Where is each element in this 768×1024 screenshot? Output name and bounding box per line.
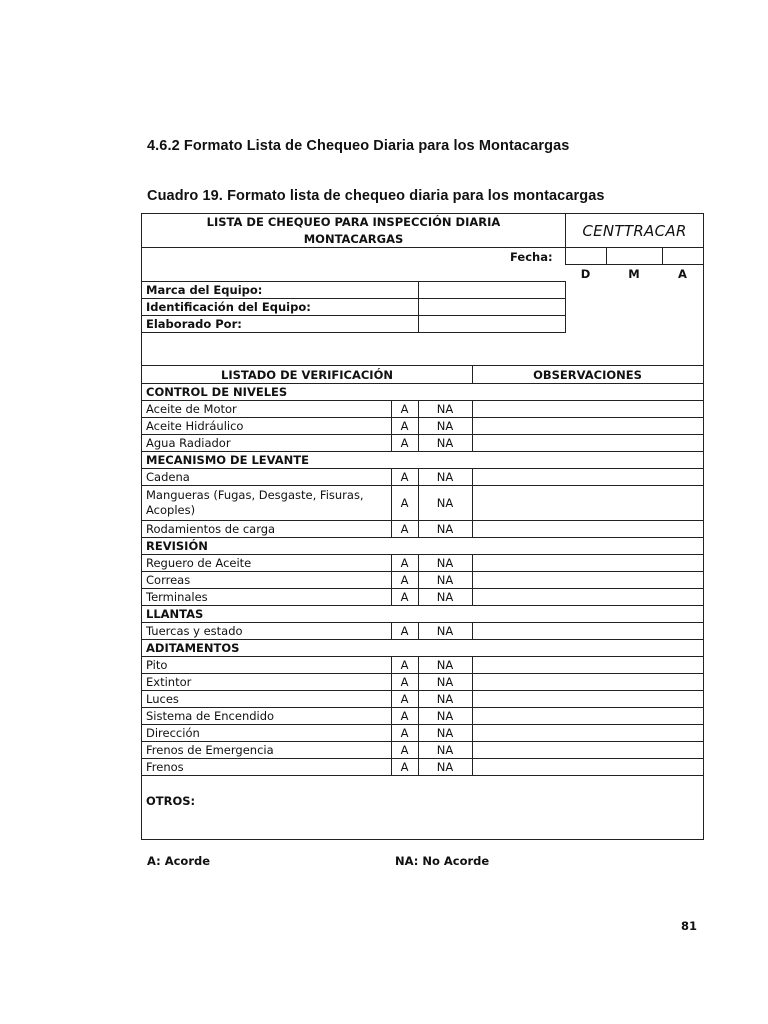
date-day-label: D [580, 267, 591, 281]
acorde-option: A [400, 725, 409, 740]
no-acorde-option: NA [436, 469, 454, 484]
page-number: 81 [681, 919, 698, 933]
checklist-item-label: Aceite Hidráulico [146, 419, 244, 433]
checklist-header-top [141, 365, 704, 366]
column-divider-a [391, 417, 392, 434]
column-divider-na [418, 520, 419, 537]
acorde-option: A [400, 708, 409, 723]
section-heading: MECANISMO DE LEVANTE [146, 453, 309, 467]
observation-field[interactable] [473, 691, 703, 707]
observation-field[interactable] [473, 572, 703, 588]
observation-field[interactable] [473, 759, 703, 775]
form-border-bottom [141, 839, 704, 840]
checklist-item-label: Correas [146, 573, 191, 587]
observation-field[interactable] [473, 555, 703, 571]
observation-field[interactable] [473, 435, 703, 451]
column-divider-a [391, 468, 392, 485]
no-acorde-option: NA [436, 401, 454, 416]
header-observaciones-divider [472, 365, 473, 383]
column-divider-na [418, 673, 419, 690]
column-divider-na [418, 400, 419, 417]
otros-label: OTROS: [146, 794, 196, 808]
no-acorde-option: NA [436, 418, 454, 433]
elaborado-value-field[interactable] [419, 316, 565, 332]
observation-field[interactable] [473, 674, 703, 690]
acorde-option: A [400, 555, 409, 570]
acorde-option: A [400, 435, 409, 450]
date-year-label: A [678, 267, 687, 281]
marca-label: Marca del Equipo: [146, 283, 263, 297]
column-divider-a [391, 758, 392, 775]
column-divider-na [418, 417, 419, 434]
no-acorde-option: NA [436, 657, 454, 672]
column-divider-a [391, 690, 392, 707]
checklist-item-label: Cadena [146, 470, 190, 484]
no-acorde-option: NA [436, 572, 454, 587]
legend-acorde: A: Acorde [147, 854, 211, 868]
column-divider-a [391, 741, 392, 758]
checklist-item-label: Terminales [146, 590, 208, 604]
acorde-option: A [400, 759, 409, 774]
column-divider-a [391, 724, 392, 741]
no-acorde-option: NA [436, 495, 454, 510]
row-divider [141, 537, 704, 538]
date-box-divider-3 [662, 247, 663, 264]
column-divider-a [391, 520, 392, 537]
no-acorde-option: NA [436, 725, 454, 740]
column-divider-na [418, 741, 419, 758]
date-month-label: M [628, 267, 640, 281]
column-divider-na [418, 758, 419, 775]
no-acorde-option: NA [436, 708, 454, 723]
no-acorde-option: NA [436, 691, 454, 706]
section-title: 4.6.2 Formato Lista de Chequeo Diaria para los Montacargas [147, 138, 570, 154]
column-divider-a [391, 485, 392, 520]
acorde-option: A [400, 521, 409, 536]
checklist-item-label: Agua Radiador [146, 436, 231, 450]
no-acorde-option: NA [436, 674, 454, 689]
acorde-option: A [400, 657, 409, 672]
observaciones-header: OBSERVACIONES [533, 368, 642, 382]
column-divider-na [418, 571, 419, 588]
observation-field[interactable] [473, 657, 703, 673]
observation-field[interactable] [473, 486, 703, 520]
fecha-label: Fecha: [510, 250, 553, 264]
observation-field[interactable] [473, 418, 703, 434]
date-box-divider-2 [606, 247, 607, 264]
row-divider [141, 451, 704, 452]
date-box-bottom [565, 264, 704, 265]
column-divider-na [418, 690, 419, 707]
column-divider-a [391, 656, 392, 673]
checklist-item-label: Aceite de Motor [146, 402, 237, 416]
acorde-option: A [400, 418, 409, 433]
checklist-header-bottom [141, 383, 704, 384]
acorde-option: A [400, 691, 409, 706]
acorde-option: A [400, 572, 409, 587]
identificacion-value-field[interactable] [419, 299, 565, 315]
equipment-box-right [565, 281, 566, 333]
observation-field[interactable] [473, 469, 703, 485]
no-acorde-option: NA [436, 623, 454, 638]
checklist-item-label: Rodamientos de carga [146, 522, 276, 536]
column-divider-na [418, 554, 419, 571]
section-heading: ADITAMENTOS [146, 641, 240, 655]
legend-no-acorde: NA: No Acorde [395, 854, 490, 868]
acorde-option: A [400, 495, 409, 510]
table-caption: Cuadro 19. Formato lista de chequeo diaria para los montacargas [147, 188, 605, 204]
no-acorde-option: NA [436, 742, 454, 757]
checklist-item-label: Luces [146, 692, 179, 706]
row-divider [141, 605, 704, 606]
checklist-item-label: Frenos [146, 760, 184, 774]
column-divider-a [391, 673, 392, 690]
observation-field[interactable] [473, 521, 703, 537]
acorde-option: A [400, 674, 409, 689]
checklist-item-label: Sistema de Encendido [146, 709, 275, 723]
observation-field[interactable] [473, 401, 703, 417]
checklist-item-label: Tuercas y estado [146, 624, 243, 638]
acorde-option: A [400, 401, 409, 416]
checklist-item-label: Pito [146, 658, 168, 672]
section-heading: REVISIÓN [146, 539, 208, 553]
acorde-option: A [400, 742, 409, 757]
column-divider-a [391, 554, 392, 571]
observation-field[interactable] [473, 742, 703, 758]
form-border-right [703, 213, 704, 840]
column-divider-na [418, 588, 419, 605]
checklist-item-label: Extintor [146, 675, 192, 689]
column-divider-na [418, 622, 419, 639]
column-divider-a [391, 588, 392, 605]
equipment-box-bottom [141, 332, 565, 333]
date-box-divider-1 [565, 247, 566, 264]
checklist-item-label: Dirección [146, 726, 200, 740]
form-border-left [141, 213, 142, 840]
acorde-option: A [400, 623, 409, 638]
column-divider-a [391, 400, 392, 417]
no-acorde-option: NA [436, 521, 454, 536]
no-acorde-option: NA [436, 759, 454, 774]
column-divider-na [418, 434, 419, 451]
column-divider-na [418, 707, 419, 724]
column-divider-na [418, 656, 419, 673]
observation-field[interactable] [473, 708, 703, 724]
column-divider-a [391, 622, 392, 639]
form-border-top [141, 213, 704, 214]
section-heading: LLANTAS [146, 607, 204, 621]
checklist-item-label: Reguero de Aceite [146, 556, 252, 570]
section-heading: CONTROL DE NIVELES [146, 385, 288, 399]
column-divider-na [418, 468, 419, 485]
header-divider [141, 247, 704, 248]
no-acorde-option: NA [436, 555, 454, 570]
elaborado-label: Elaborado Por: [146, 317, 242, 331]
column-divider-na [418, 724, 419, 741]
acorde-option: A [400, 589, 409, 604]
form-title-line2: MONTACARGAS [303, 232, 404, 246]
column-divider-na [418, 485, 419, 520]
no-acorde-option: NA [436, 589, 454, 604]
observation-field[interactable] [473, 623, 703, 639]
observation-field[interactable] [473, 725, 703, 741]
no-acorde-option: NA [436, 435, 454, 450]
marca-value-field[interactable] [419, 282, 565, 298]
acorde-option: A [400, 469, 409, 484]
column-divider-a [391, 707, 392, 724]
checklist-item-label-cont: Acoples) [146, 503, 196, 517]
otros-field[interactable] [142, 776, 703, 838]
checklist-item-label: Mangueras (Fugas, Desgaste, Fisuras, [146, 488, 364, 502]
column-divider-a [391, 434, 392, 451]
form-title-line1: LISTA DE CHEQUEO PARA INSPECCIÓN DIARIA [206, 215, 501, 229]
column-divider-a [391, 571, 392, 588]
checklist-item-label: Frenos de Emergencia [146, 743, 274, 757]
listado-header: LISTADO DE VERIFICACIÓN [221, 368, 393, 382]
company-brand: CENTTRACAR [582, 222, 687, 240]
row-divider [141, 639, 704, 640]
identificacion-label: Identificación del Equipo: [146, 300, 311, 314]
observation-field[interactable] [473, 589, 703, 605]
